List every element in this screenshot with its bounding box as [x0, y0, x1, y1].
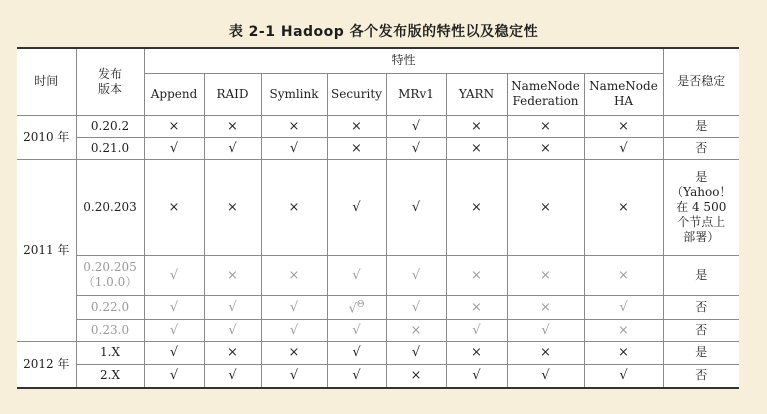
cross-mark: ×: [351, 118, 362, 134]
header-feature-mrv1: MRv1: [386, 73, 446, 115]
feature-security-mark: [327, 364, 386, 388]
cross-mark: ×: [618, 118, 629, 134]
cross-mark: ×: [471, 140, 482, 156]
cross-mark: ×: [471, 118, 482, 134]
version-label: 0.20.203: [83, 199, 137, 214]
cross-mark: ×: [540, 267, 551, 283]
feature-mrv1-mark: [386, 295, 446, 319]
cross-mark: ×: [288, 199, 300, 215]
feature-mrv1-mark: [386, 115, 446, 137]
cross-mark: ×: [540, 299, 551, 315]
version-cell: [76, 137, 144, 159]
cross-mark: ×: [351, 140, 362, 156]
feature-symlink-mark: [261, 319, 327, 341]
feature-raid-mark: [204, 115, 261, 137]
feature-yarn-mark: [446, 319, 507, 341]
feature-namenode-federation-mark: [507, 319, 584, 341]
feature-raid-mark: [204, 364, 261, 388]
feature-raid-mark: [204, 295, 261, 319]
version-label: 0.20.205 （1.0.0）: [82, 260, 138, 289]
feature-symlink-mark: [261, 364, 327, 388]
table-row: [17, 159, 739, 255]
check-mark: √: [169, 368, 179, 384]
version-label: 0.22.0: [90, 299, 130, 314]
check-mark: √: [411, 140, 421, 156]
check-mark: √: [352, 322, 361, 338]
feature-namenode-ha-mark: [584, 137, 663, 159]
stable-value: 是: [695, 267, 708, 282]
cross-mark: ×: [471, 345, 482, 360]
stable-value: 是: [695, 118, 708, 133]
version-label: 0.20.2: [90, 118, 130, 133]
cross-mark: ×: [227, 118, 238, 134]
table-row: [17, 137, 739, 159]
feature-mrv1-mark: [386, 255, 446, 295]
feature-yarn-mark: [446, 115, 507, 137]
stable-cell: [663, 137, 739, 159]
feature-yarn-mark: [446, 295, 507, 319]
check-mark: √: [169, 140, 179, 156]
table-row: [17, 255, 739, 295]
stable-cell: [663, 255, 739, 295]
feature-yarn-mark: [446, 255, 507, 295]
footnote-marker: Θ: [356, 299, 365, 310]
check-mark: √: [169, 345, 179, 360]
header-feature-append: Append: [144, 73, 204, 115]
check-mark: √: [289, 140, 299, 156]
stable-cell: [663, 159, 739, 255]
cross-mark: ×: [168, 118, 180, 134]
header-features-group: 特性: [144, 48, 663, 73]
cross-mark: ×: [288, 118, 300, 134]
cross-mark: ×: [618, 322, 629, 338]
check-mark: √: [228, 140, 237, 156]
check-mark: √: [411, 267, 421, 283]
version-label: 2.X: [100, 368, 120, 383]
check-mark: √: [541, 368, 550, 384]
feature-mrv1-mark: [386, 364, 446, 388]
feature-raid-mark: [204, 137, 261, 159]
version-cell: [76, 115, 144, 137]
check-mark: √: [352, 368, 361, 384]
check-mark: √: [541, 322, 550, 338]
header-stable: 是否稳定: [663, 48, 739, 115]
cross-mark: ×: [471, 199, 482, 215]
header-feature-namenode-federation: NameNode Federation: [507, 73, 584, 115]
check-mark: √: [169, 299, 179, 315]
feature-mrv1-mark: [386, 319, 446, 341]
cross-mark: ×: [288, 345, 300, 360]
feature-append-mark: [144, 341, 204, 364]
year-cell-2011: 2011 年: [17, 159, 76, 341]
feature-yarn-mark: [446, 137, 507, 159]
cross-mark: ×: [540, 345, 551, 360]
check-mark: √: [411, 299, 421, 315]
table-row: [17, 319, 739, 341]
check-mark: √: [348, 301, 357, 317]
cross-mark: ×: [618, 345, 629, 360]
version-label: 0.21.0: [90, 140, 130, 155]
cross-mark: ×: [288, 267, 300, 283]
feature-security-mark: [327, 295, 386, 319]
check-mark: √: [289, 299, 299, 315]
stable-cell: [663, 364, 739, 388]
table-row: [17, 295, 739, 319]
cross-mark: ×: [227, 199, 238, 215]
year-cell-2012: 2012 年: [17, 341, 76, 388]
cross-mark: ×: [618, 199, 629, 215]
header-time: 时间: [17, 48, 76, 115]
cross-mark: ×: [540, 199, 551, 215]
check-mark: √: [472, 368, 481, 384]
feature-namenode-ha-mark: [584, 364, 663, 388]
feature-namenode-ha-mark: [584, 319, 663, 341]
cross-mark: ×: [471, 267, 482, 283]
feature-yarn-mark: [446, 341, 507, 364]
version-cell: [76, 341, 144, 364]
check-mark: √: [169, 267, 179, 283]
stable-value: 否: [695, 322, 708, 337]
hadoop-release-table: [17, 47, 739, 389]
header-version: 发布 版本: [76, 48, 144, 115]
feature-symlink-mark: [261, 255, 327, 295]
check-mark: √: [169, 322, 179, 338]
feature-raid-mark: [204, 341, 261, 364]
feature-append-mark: [144, 137, 204, 159]
feature-namenode-federation-mark: [507, 255, 584, 295]
check-mark: √: [352, 345, 361, 360]
feature-mrv1-mark: [386, 159, 446, 255]
check-mark: √: [472, 322, 481, 338]
check-mark: √: [619, 140, 628, 156]
feature-yarn-mark: [446, 159, 507, 255]
feature-append-mark: [144, 319, 204, 341]
check-mark: √: [228, 368, 237, 384]
feature-namenode-federation-mark: [507, 137, 584, 159]
feature-namenode-federation-mark: [507, 364, 584, 388]
cross-mark: ×: [227, 345, 238, 360]
feature-security-mark: [327, 137, 386, 159]
check-mark: √: [228, 299, 237, 315]
version-cell: [76, 295, 144, 319]
stable-cell: [663, 341, 739, 364]
version-label: 1.X: [100, 345, 120, 359]
stable-cell: [663, 319, 739, 341]
cross-mark: ×: [227, 267, 238, 283]
stable-value: 否: [695, 368, 708, 383]
check-mark: √: [228, 322, 237, 338]
feature-append-mark: [144, 295, 204, 319]
feature-namenode-federation-mark: [507, 115, 584, 137]
feature-symlink-mark: [261, 115, 327, 137]
cross-mark: ×: [471, 299, 482, 315]
cross-mark: ×: [168, 199, 180, 215]
feature-symlink-mark: [261, 137, 327, 159]
stable-value: 是: [695, 345, 708, 359]
check-mark: √: [619, 368, 628, 384]
stable-value: 否: [695, 140, 708, 155]
feature-namenode-federation-mark: [507, 159, 584, 255]
cross-mark: ×: [540, 140, 551, 156]
feature-mrv1-mark: [386, 137, 446, 159]
header-feature-security: Security: [327, 73, 386, 115]
cross-mark: ×: [410, 322, 422, 338]
stable-value: 是 （Yahoo！ 在 4 500 个节点上 部署）: [671, 169, 732, 244]
feature-namenode-ha-mark: [584, 295, 663, 319]
check-mark: √: [411, 345, 421, 360]
feature-namenode-federation-mark: [507, 295, 584, 319]
version-cell: [76, 364, 144, 388]
check-mark: √: [411, 118, 421, 134]
table-row: [17, 115, 739, 137]
check-mark: √: [619, 299, 628, 315]
check-mark: √: [352, 199, 361, 215]
table-row: [17, 341, 739, 364]
stable-cell: [663, 115, 739, 137]
check-mark: √: [289, 368, 299, 384]
year-cell-2010: 2010 年: [17, 115, 76, 159]
cross-mark: ×: [618, 267, 629, 283]
feature-append-mark: [144, 115, 204, 137]
feature-namenode-ha-mark: [584, 255, 663, 295]
feature-security-mark: [327, 159, 386, 255]
feature-namenode-ha-mark: [584, 115, 663, 137]
check-mark: √: [289, 322, 299, 338]
table-row: [17, 364, 739, 388]
feature-namenode-ha-mark: [584, 159, 663, 255]
feature-raid-mark: [204, 319, 261, 341]
feature-security-mark: [327, 115, 386, 137]
stable-cell: [663, 295, 739, 319]
feature-append-mark: [144, 159, 204, 255]
header-feature-symlink: Symlink: [261, 73, 327, 115]
feature-symlink-mark: [261, 341, 327, 364]
header-feature-namenode-ha: NameNode HA: [584, 73, 663, 115]
feature-security-mark: [327, 341, 386, 364]
feature-append-mark: [144, 364, 204, 388]
stable-value: 否: [695, 299, 708, 314]
feature-symlink-mark: [261, 159, 327, 255]
version-cell: [76, 255, 144, 295]
feature-raid-mark: [204, 255, 261, 295]
feature-yarn-mark: [446, 364, 507, 388]
feature-security-mark: [327, 255, 386, 295]
feature-namenode-federation-mark: [507, 341, 584, 364]
feature-security-mark: [327, 319, 386, 341]
feature-raid-mark: [204, 159, 261, 255]
header-feature-raid: RAID: [204, 73, 261, 115]
feature-namenode-ha-mark: [584, 341, 663, 364]
feature-symlink-mark: [261, 295, 327, 319]
version-label: 0.23.0: [90, 322, 130, 337]
feature-mrv1-mark: [386, 341, 446, 364]
header-feature-yarn: YARN: [446, 73, 507, 115]
check-mark: √: [352, 267, 361, 283]
table-caption: 表 2-1 Hadoop 各个发布版的特性以及稳定性: [228, 24, 539, 40]
feature-append-mark: [144, 255, 204, 295]
check-mark: √: [411, 199, 421, 215]
version-cell: [76, 319, 144, 341]
cross-mark: ×: [540, 118, 551, 134]
cross-mark: ×: [410, 368, 422, 384]
version-cell: [76, 159, 144, 255]
